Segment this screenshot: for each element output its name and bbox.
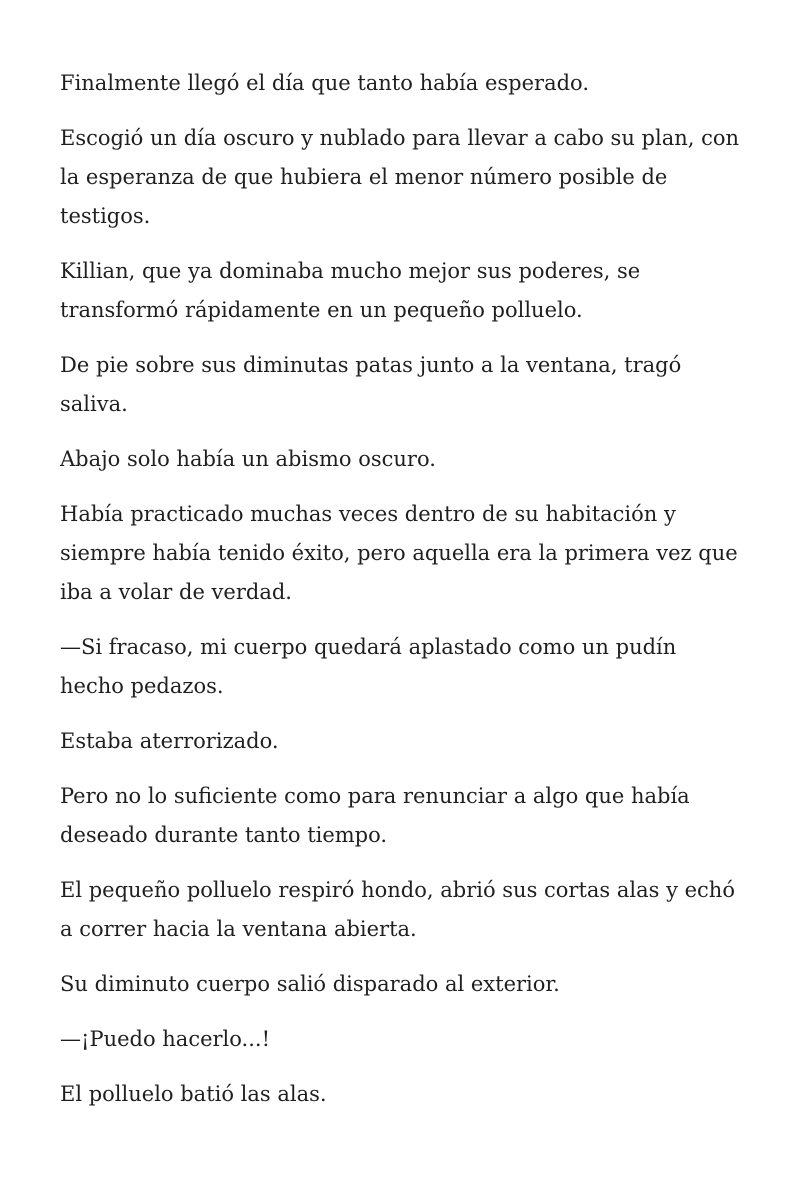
reading-page <box>60 64 740 1130</box>
paragraph-3: Killian, que ya dominaba mucho mejor sus poderes, se transformó rápidamente en un pequeño polluelo. <box>60 259 641 322</box>
paragraph-7: —Si fracaso, mi cuerpo quedará aplastado como un pudín hecho pedazos. <box>60 635 677 698</box>
paragraph-11: Su diminuto cuerpo salió disparado al exterior. <box>60 972 560 996</box>
paragraph-9: Pero no lo suficiente como para renunciar a algo que había deseado durante tanto tiempo. <box>60 784 690 847</box>
paragraph-13: El polluelo batió las alas. <box>60 1082 327 1106</box>
paragraph-2: Escogió un día oscuro y nublado para llevar a cabo su plan, con la esperanza de que hubiera el menor número posible de testigos. <box>60 126 740 228</box>
paragraph-12: —¡Puedo hacerlo...! <box>60 1027 271 1051</box>
paragraph-8: Estaba aterrorizado. <box>60 729 279 753</box>
paragraph-10: El pequeño polluelo respiró hondo, abrió sus cortas alas y echó a correr hacia la ventana abierta. <box>60 878 735 941</box>
paragraph-1: Finalmente llegó el día que tanto había esperado. <box>60 71 589 95</box>
paragraph-4: De pie sobre sus diminutas patas junto a la ventana, tragó saliva. <box>60 353 682 416</box>
paragraph-6: Había practicado muchas veces dentro de su habitación y siempre había tenido éxito, pero aquella era la primera vez que iba a volar de verdad. <box>60 502 738 604</box>
paragraph-5: Abajo solo había un abismo oscuro. <box>60 447 436 471</box>
